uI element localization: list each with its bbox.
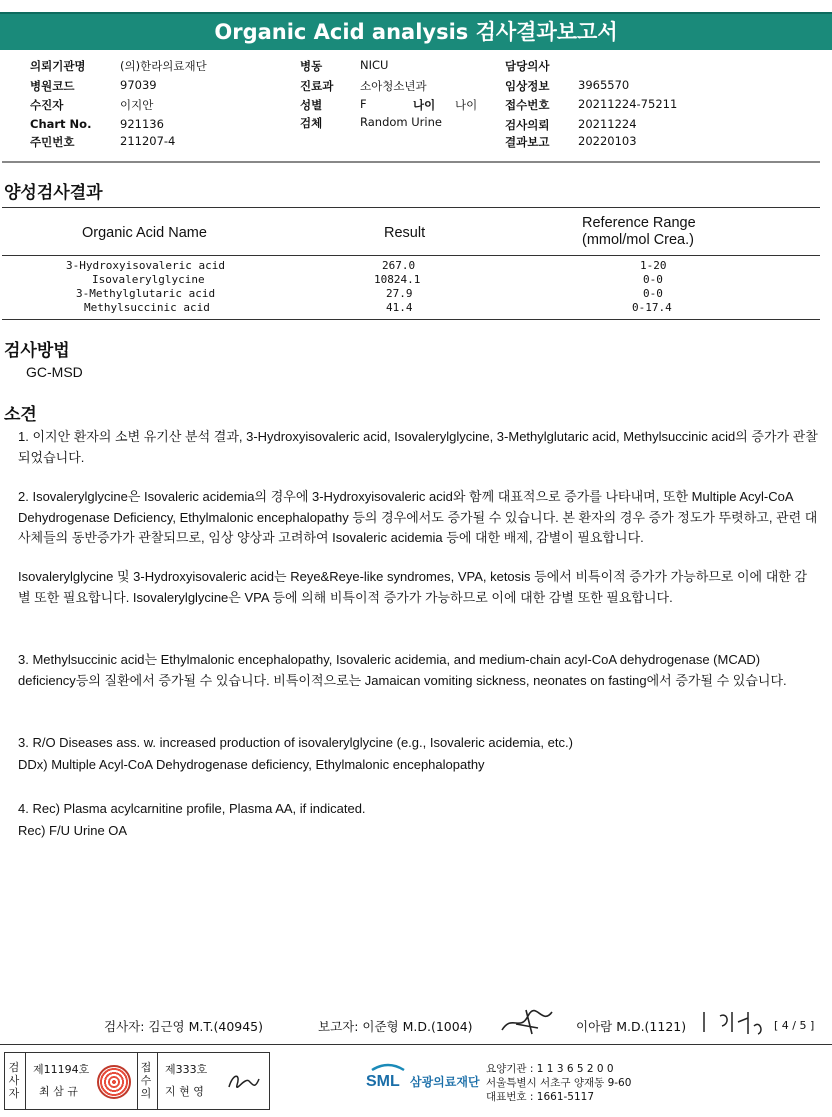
handwritten-signature-2: [698, 1008, 768, 1036]
method-title: 검사방법: [4, 341, 70, 361]
finding-4b: DDx) Multiple Acyl-CoA Dehydrogenase deficiency, Ethylmalonic encephalopathy: [18, 757, 485, 772]
col-header-name: Organic Acid Name: [82, 225, 207, 241]
finding-4a: 3. R/O Diseases ass. w. increased production of isovalerylglycine (e.g., Isovaleric acidemia, etc.): [18, 735, 573, 750]
value-specimen: Random Urine: [360, 115, 442, 129]
table-header-border: [2, 255, 820, 256]
org-name: 삼광의료재단: [410, 1075, 480, 1089]
value-requesting-institution: (의)한라의료재단: [120, 59, 207, 73]
tester-signature: 검사자: 김근영 M.T.(40945): [104, 1019, 264, 1034]
table-row-4-range: 0-17.4: [632, 301, 672, 314]
label-specimen: 검체: [300, 116, 323, 130]
table-row-3-name: 3-Methylglutaric acid: [76, 287, 216, 300]
finding-2: 2. Isovalerylglycine은 Isovaleric acidemia의 경우에 3-Hydroxyisovaleric acid와 함께 대표적으로 증가를 나타내며, 또한 Multiple Acyl-CoA Dehydrogenase Deficiency, Ethylmalonic encephalopathy 등의 경우에서도 증가될 수 있습니다. 본 환자의 경우 증가 정도가 뚜렷하고, 관련 대사체들의 동반증가가 관찰되므로, 임상 양상과 고려하여 Isovaleric acidemia 등에 대한 배제, 감별이 필요합니다.: [18, 489, 818, 545]
finding-3: 3. Methylsuccinic acid는 Ethylmalonic encephalopathy, Isovaleric acidemia, and medium-chain acyl-CoA dehydrogenase (MCAD) deficiency등의 질환에서 증가될 수 있습니다. 비특이적으로는 Jamaican vomiting sickness, neonates on fasting에서 증가될 수 있습니다.: [18, 652, 787, 688]
label-sex: 성별: [300, 98, 323, 112]
sml-logo-icon: [366, 1062, 410, 1090]
table-row-1-range: 1-20: [640, 259, 667, 272]
label-patient: 수진자: [30, 98, 64, 112]
finding-5a: 4. Rec) Plasma acylcarnitine profile, Plasma AA, if indicated.: [18, 801, 366, 816]
label-resident-no: 주민번호: [30, 135, 75, 149]
stamp-label-receiver: 접수의: [140, 1061, 152, 1100]
finding-1: 1. 이지안 환자의 소변 유기산 분석 결과, 3-Hydroxyisovaleric acid, Isovalerylglycine, 3-Methylglutaric acid, Methylsuccinic acid의 증가가 관찰되었습니다.: [18, 429, 818, 465]
reporter-signature: 보고자: 이준형 M.D.(1004): [318, 1019, 473, 1034]
label-ward: 병동: [300, 59, 323, 73]
label-requesting-institution: 의뢰기관명: [30, 59, 86, 73]
value-age: 나이: [455, 98, 478, 112]
label-age: 나이: [413, 98, 436, 112]
table-row-4-result: 41.4: [386, 301, 413, 314]
findings-title: 소견: [4, 405, 37, 425]
value-chart-no: 921136: [120, 117, 164, 131]
report-title: Organic Acid analysis 검사결과보고서: [0, 12, 832, 50]
table-row-3-range: 0-0: [643, 287, 663, 300]
stamp-box: [4, 1052, 270, 1110]
value-department: 소아청소년과: [360, 79, 427, 93]
patient-info: [0, 0, 832, 160]
col-header-reference: Reference Range: [582, 215, 696, 231]
value-sex: F: [360, 97, 367, 111]
svg-text:SML: SML: [366, 1073, 400, 1090]
handwritten-signature-1: [498, 1006, 556, 1036]
label-department: 진료과: [300, 79, 334, 93]
reporter2-signature: 이아람 M.D.(1121): [576, 1019, 687, 1034]
col-header-result: Result: [384, 225, 426, 241]
value-clinical-info: 3965570: [578, 78, 630, 92]
positive-results-title: 양성검사결과: [4, 183, 103, 203]
name-1: 최 삼 규: [39, 1085, 78, 1098]
divider: [2, 161, 820, 163]
table-row-3-result: 27.9: [386, 287, 413, 300]
license-no-1: 제11194호: [33, 1063, 90, 1076]
stamp-label-tester: 검사자: [8, 1061, 20, 1100]
signature-icon: [225, 1069, 261, 1095]
table-bottom-border: [2, 319, 820, 320]
finding-2b: Isovalerylglycine 및 3-Hydroxyisovaleric acid는 Reye&Reye-like syndromes, VPA, ketosis 등에서 비특이적 증가가 가능하므로 이에 대한 감별 또한 필요합니다. Isovalerylglycine은 VPA 등에 의해 비특이적 증가가 가능하므로 이에 대한 감별 또한 필요합니다.: [18, 569, 807, 605]
label-clinical-info: 임상정보: [505, 79, 550, 93]
value-patient: 이지안: [120, 98, 154, 112]
org-phone: 대표번호 : 1661-5117: [486, 1091, 595, 1103]
value-hospital-code: 97039: [120, 78, 157, 92]
value-request-date: 20211224: [578, 117, 637, 131]
label-request-date: 검사의뢰: [505, 118, 550, 132]
value-resident-no: 211207-4: [120, 134, 176, 148]
table-row-2-result: 10824.1: [374, 273, 421, 286]
table-top-border: [2, 207, 820, 208]
license-no-2: 제333호: [165, 1063, 208, 1076]
value-accession-no: 20211224-75211: [578, 97, 678, 111]
seal-icon: [97, 1065, 131, 1099]
value-report-date: 20220103: [578, 134, 637, 148]
value-ward: NICU: [360, 58, 389, 72]
table-row-2-name: Isovalerylglycine: [92, 273, 205, 286]
table-row-1-result: 267.0: [382, 259, 416, 272]
name-2: 지 현 영: [165, 1085, 204, 1098]
label-physician: 담당의사: [505, 59, 550, 73]
label-chart-no: Chart No.: [30, 117, 92, 131]
org-address: 서울특별시 서초구 양재동 9-60: [486, 1077, 632, 1089]
label-accession-no: 접수번호: [505, 98, 550, 112]
table-row-4-name: Methylsuccinic acid: [84, 301, 210, 314]
footer-divider: [0, 1044, 832, 1045]
page-indicator: [ 4 / 5 ]: [774, 1019, 815, 1032]
table-row-1-name: 3-Hydroxyisovaleric acid: [66, 259, 225, 272]
method-value: GC-MSD: [26, 364, 83, 380]
label-report-date: 결과보고: [505, 135, 550, 149]
col-header-units: (mmol/mol Crea.): [582, 232, 694, 248]
finding-5b: Rec) F/U Urine OA: [18, 823, 128, 838]
table-row-2-range: 0-0: [643, 273, 663, 286]
org-license: 요양기관 : 1 1 3 6 5 2 0 0: [486, 1063, 614, 1075]
label-hospital-code: 병원코드: [30, 79, 75, 93]
